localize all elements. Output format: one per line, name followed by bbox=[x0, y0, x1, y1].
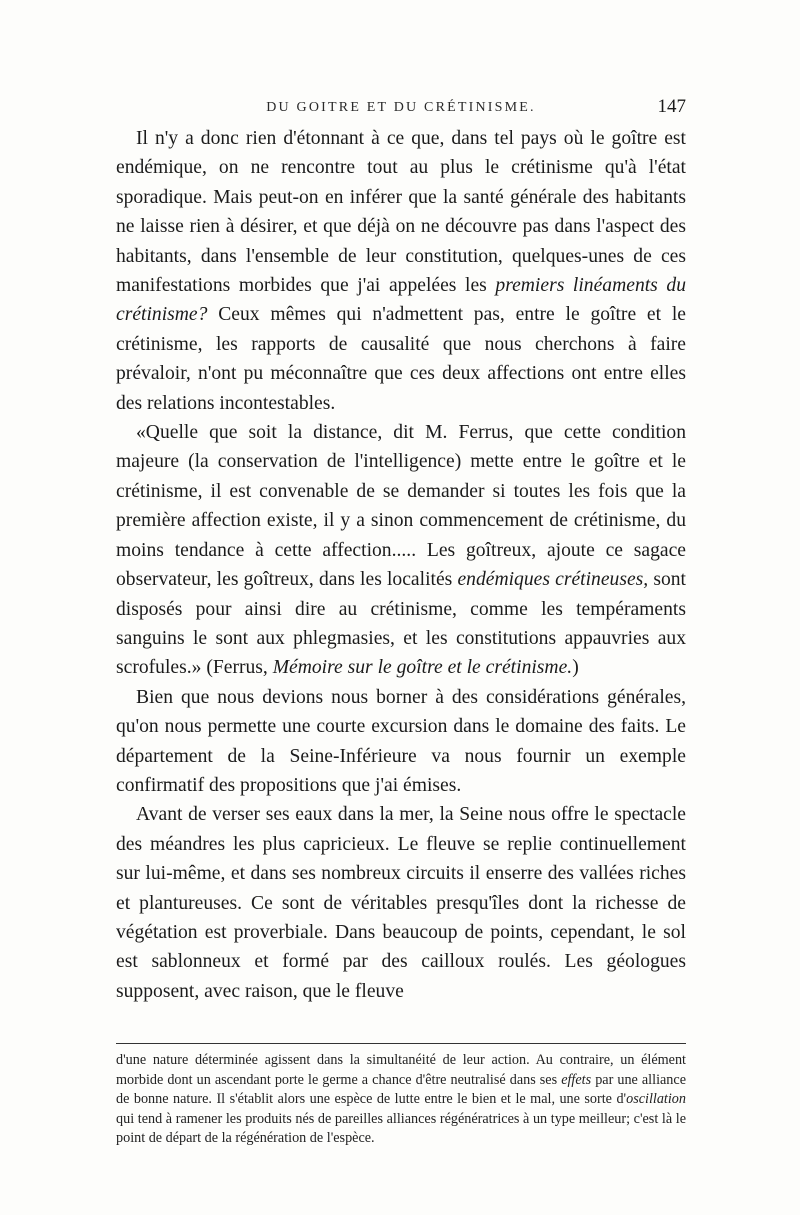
paragraph-4: Avant de verser ses eaux dans la mer, la Seine nous offre le spectacle des méandres les plus capricieux. Le fleuve se replie continuellement sur lui-même, et dans ses nombreux circuits il enserre des vallées riches et plantureuses. Ce sont de véritables presqu'îles dont la richesse de végétation est proverbiale. Dans beaucoup de points, cependant, le sol est sablonneux et formé par des cailloux roulés. Les géologues supposent, avec raison, que le fleuve bbox=[116, 804, 686, 1002]
paragraph-3: Bien que nous devions nous borner à des considérations générales, qu'on nous permette une courte excursion dans le domaine des faits. Le département de la Seine-Inférieure va nous fournir un exemple confirmatif des propositions que j'ai émises. bbox=[116, 686, 686, 796]
paragraph-1-emphasis: premiers linéaments du crétinisme? bbox=[116, 275, 686, 326]
running-title: DU GOITRE ET DU CRÉTINISME. bbox=[266, 100, 536, 115]
paragraph-2-text-a: «Quelle que soit la distance, dit M. Ferrus, que cette condition majeure (la conservation de l'intelligence) mette entre le goître et le crétinisme, il est convenable de se demander si toutes les fois que la première affection existe, il y a sinon commencement de crétinisme, du moins tendance à cette affection..... Les goîtreux, ajoute ce sagace observateur, les goîtreux, dans les localités bbox=[116, 422, 686, 591]
paragraph-1-text-a: Il n'y a donc rien d'étonnant à ce que, dans tel pays où le goître est endémique, on ne rencontre tout au plus le crétinisme qu'à l'état sporadique. Mais peut-on en inférer que la santé générale des habitants ne laisse rien à désirer, et que déjà on ne découvre pas dans l'aspect des habitants, dans l'ensemble de leur constitution, quelques-unes de ces manifestations morbides que j'ai appelées les bbox=[116, 128, 686, 297]
footnote-text-b: par une alliance de bonne nature. Il s'établit alors une espèce de lutte entre le bien et le mal, une sorte d' bbox=[116, 1071, 686, 1108]
paragraph-2-emphasis-1: endémiques crétineuses, bbox=[457, 569, 649, 591]
paragraph-2-emphasis-2: Mémoire sur le goître et le crétinisme. bbox=[272, 657, 573, 679]
footnote-paragraph bbox=[116, 1051, 686, 1149]
paragraph-1-text-b: Ceux mêmes qui n'admettent pas, entre le goître et le crétinisme, les rapports de causalité que nous cherchons à faire prévaloir, n'ont pu méconnaître que ces deux affections ont entre elles des relations incontestables. bbox=[116, 304, 686, 414]
footnote-text-a: d'une nature déterminée agissent dans la simultanéité de leur action. Au contraire, un élément morbide dont un ascendant porte le germe a chance d'être neutralisé dans ses bbox=[116, 1052, 686, 1088]
running-head bbox=[116, 96, 686, 120]
body-text bbox=[116, 124, 686, 1006]
footnote-emphasis-1: effets bbox=[561, 1071, 592, 1088]
paragraph-2 bbox=[116, 418, 686, 683]
footnote-emphasis-2: oscillation bbox=[626, 1091, 686, 1108]
footnote-divider bbox=[116, 1043, 686, 1044]
page-number: 147 bbox=[657, 96, 686, 117]
paragraph-2-text-c: ) bbox=[572, 657, 579, 679]
paragraph-1 bbox=[116, 124, 686, 418]
paragraph-2-text-b: sont disposés pour ainsi dire au crétinisme, comme les tempéraments sanguins le sont aux phlegmasies, et les constitutions appauvries aux scrofules.» (Ferrus, bbox=[116, 569, 687, 679]
footnote-text-c: qui tend à ramener les produits nés de pareilles alliances régénératrices à un type meilleur; c'est là le point de départ de la régénération de l'espèce. bbox=[116, 1110, 686, 1147]
footnote bbox=[116, 1051, 686, 1149]
